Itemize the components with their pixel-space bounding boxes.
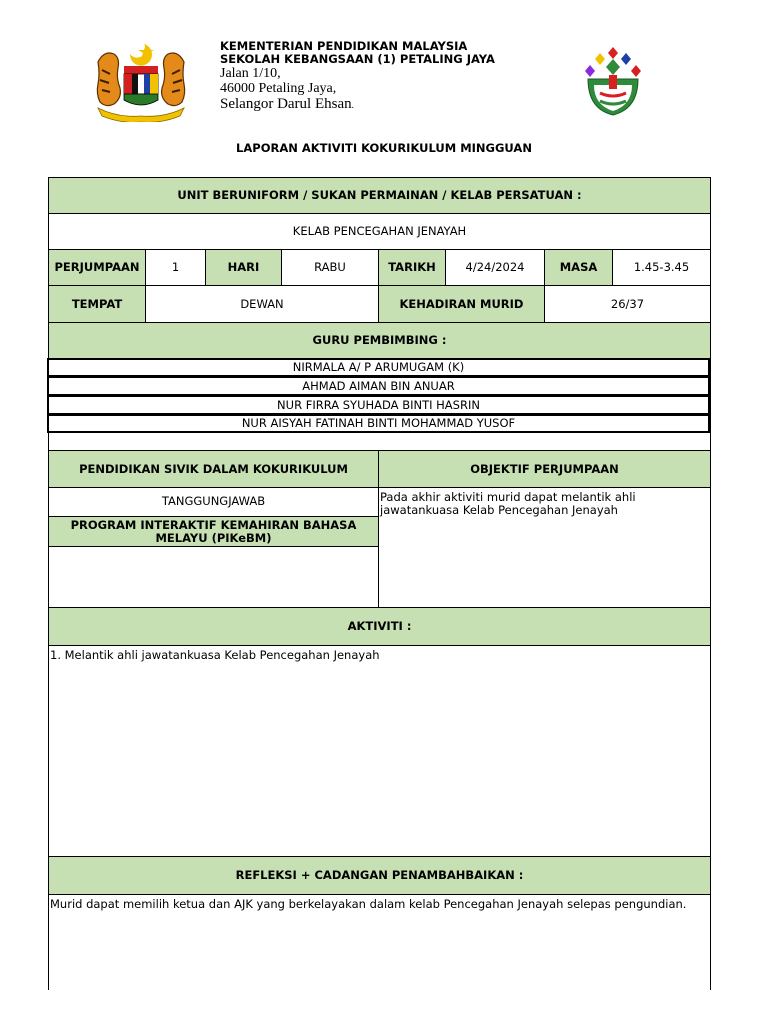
pikebm-label: PROGRAM INTERAKTIF KEMAHIRAN BAHASA MELAYU (PIKeBM) bbox=[48, 516, 379, 547]
guru-name-3: NUR FIRRA SYUHADA BINTI HASRIN bbox=[47, 395, 710, 415]
guru-name-2: AHMAD AIMAN BIN ANUAR bbox=[47, 376, 710, 396]
address-line-3-suffix: . bbox=[351, 100, 354, 110]
unit-label: UNIT BERUNIFORM / SUKAN PERMAINAN / KELAB PERSATUAN : bbox=[48, 177, 711, 214]
masa-value: 1.45-3.45 bbox=[612, 249, 711, 286]
address-line-3-text: Selangor Darul Ehsan bbox=[220, 96, 352, 112]
pikebm-value bbox=[48, 546, 379, 608]
tarikh-label: TARIKH bbox=[378, 249, 446, 286]
unit-value: KELAB PENCEGAHAN JENAYAH bbox=[48, 213, 711, 250]
ministry-name: KEMENTERIAN PENDIDIKAN MALAYSIA bbox=[220, 39, 468, 53]
sivik-value: TANGGUNGJAWAB bbox=[48, 487, 379, 517]
address-line-1: Jalan 1/10, bbox=[220, 66, 281, 81]
guru-name-1: NIRMALA A/ P ARUMUGAM (K) bbox=[47, 358, 710, 377]
objektif-label: OBJEKTIF PERJUMPAAN bbox=[378, 450, 711, 488]
refleksi-label: REFLEKSI + CADANGAN PENAMBAHBAIKAN : bbox=[48, 856, 711, 895]
tempat-label: TEMPAT bbox=[48, 285, 146, 323]
aktiviti-value: 1. Melantik ahli jawatankuasa Kelab Pencegahan Jenayah bbox=[48, 645, 711, 857]
tempat-value: DEWAN bbox=[145, 285, 379, 323]
report-title: LAPORAN AKTIVITI KOKURIKULUM MINGGUAN bbox=[236, 141, 532, 155]
kehadiran-value: 26/37 bbox=[544, 285, 711, 323]
hari-label: HARI bbox=[205, 249, 282, 286]
perjumpaan-label: PERJUMPAAN bbox=[48, 249, 146, 286]
address-line-3 bbox=[220, 96, 354, 113]
school-crest-logo bbox=[580, 45, 646, 117]
guru-label: GURU PEMBIMBING : bbox=[48, 322, 711, 359]
kehadiran-label: KEHADIRAN MURID bbox=[378, 285, 545, 323]
aktiviti-label: AKTIVITI : bbox=[48, 607, 711, 646]
school-name: SEKOLAH KEBANGSAAN (1) PETALING JAYA bbox=[220, 52, 495, 66]
coat-of-arms-logo bbox=[90, 40, 192, 122]
sivik-label: PENDIDIKAN SIVIK DALAM KOKURIKULUM bbox=[48, 450, 379, 488]
masa-label: MASA bbox=[544, 249, 613, 286]
hari-value: RABU bbox=[281, 249, 379, 286]
tarikh-value: 4/24/2024 bbox=[445, 249, 545, 286]
refleksi-value: Murid dapat memilih ketua dan AJK yang berkelayakan dalam kelab Pencegahan Jenayah selepas pengundian. bbox=[48, 894, 711, 990]
perjumpaan-value: 1 bbox=[145, 249, 206, 286]
guru-name-4: NUR AISYAH FATINAH BINTI MOHAMMAD YUSOF bbox=[47, 414, 710, 433]
address-line-2: 46000 Petaling Jaya, bbox=[220, 81, 337, 96]
objektif-value: Pada akhir aktiviti murid dapat melantik ahli jawatankuasa Kelab Pencegahan Jenayah bbox=[378, 487, 711, 608]
